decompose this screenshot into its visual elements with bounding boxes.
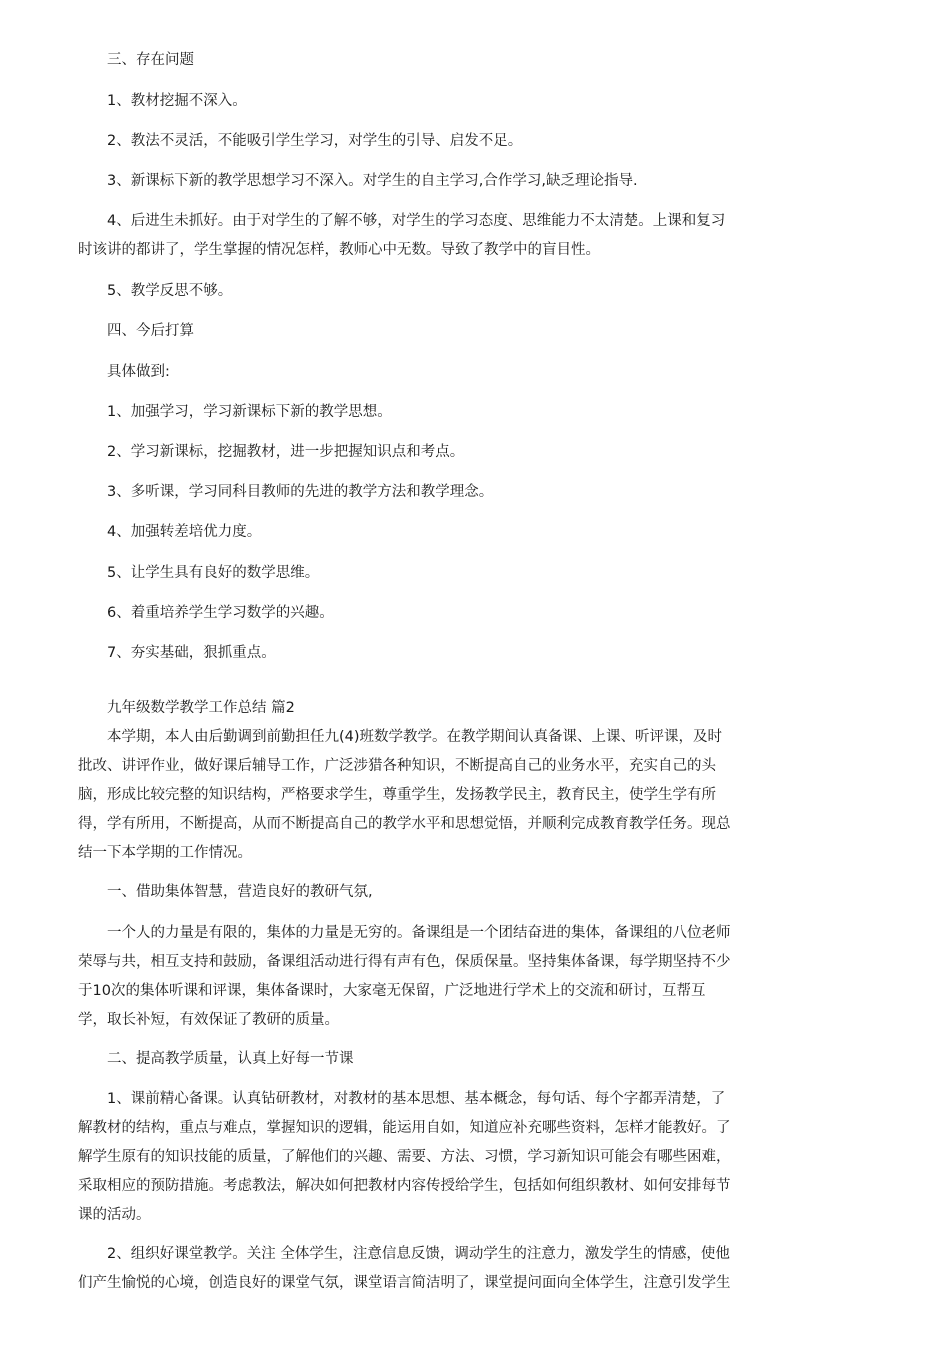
section-heading-problems: 三、存在问题 <box>107 52 194 68</box>
list-item: 2、学习新课标，挖掘教材，进一步把握知识点和考点。 <box>107 444 465 460</box>
paragraph-line: 脑，形成比较完整的知识结构，严格要求学生，尊重学生，发扬教学民主，教育民主，使学生学有所 <box>78 787 716 803</box>
paragraph-line: 本学期，本人由后勤调到前勤担任九(4)班数学教学。在教学期间认真备课、上课、听评课，及时 <box>107 729 723 745</box>
list-item: 2、教法不灵活，不能吸引学生学习，对学生的引导、启发不足。 <box>107 133 523 149</box>
section-heading-plans: 四、今后打算 <box>107 323 194 339</box>
section-heading: 一、借助集体智慧，营造良好的教研气氛, <box>107 884 373 900</box>
paragraph-line: 1、课前精心备课。认真钻研教材，对教材的基本思想、基本概念，每句话、每个字都弄清楚，了 <box>107 1091 726 1107</box>
list-item: 7、夯实基础，狠抓重点。 <box>107 645 276 661</box>
paragraph-line: 批改、讲评作业，做好课后辅导工作，广泛涉猎各种知识，不断提高自己的业务水平，充实自己的头 <box>78 758 716 774</box>
list-item: 4、加强转差培优力度。 <box>107 524 262 540</box>
paragraph-line: 学，取长补短，有效保证了教研的质量。 <box>78 1012 339 1028</box>
list-item: 1、加强学习，学习新课标下新的教学思想。 <box>107 404 392 420</box>
paragraph-line: 荣辱与共，相互支持和鼓励，备课组活动进行得有声有色，保质保量。坚持集体备课，每学期坚持不少 <box>78 954 731 970</box>
paragraph-line: 一个人的力量是有限的，集体的力量是无穷的。备课组是一个团结奋进的集体，备课组的八位老师 <box>107 925 731 941</box>
list-item: 3、多听课，学习同科目教师的先进的教学方法和教学理念。 <box>107 484 494 500</box>
paragraph-line: 于10次的集体听课和评课，集体备课时，大家毫无保留，广泛地进行学术上的交流和研讨，互帮互 <box>78 983 706 999</box>
paragraph-line: 课的活动。 <box>78 1207 151 1223</box>
article-title: 九年级数学教学工作总结 篇2 <box>107 700 295 716</box>
paragraph-line: 解教材的结构，重点与难点，掌握知识的逻辑，能运用自如，知道应补充哪些资料，怎样才能教好。了 <box>78 1120 731 1136</box>
list-item-continuation: 时该讲的都讲了，学生掌握的情况怎样，教师心中无数。导致了教学中的盲目性。 <box>78 242 600 258</box>
list-item: 3、新课标下新的教学思想学习不深入。对学生的自主学习,合作学习,缺乏理论指导. <box>107 173 638 189</box>
paragraph-line: 们产生愉悦的心境，创造良好的课堂气氛，课堂语言简洁明了，课堂提问面向全体学生，注意引发学生 <box>78 1275 731 1291</box>
list-item: 5、让学生具有良好的数学思维。 <box>107 565 320 581</box>
paragraph-line: 解学生原有的知识技能的质量，了解他们的兴趣、需要、方法、习惯，学习新知识可能会有哪些困难， <box>78 1149 731 1165</box>
section-heading: 二、提高教学质量，认真上好每一节课 <box>107 1051 354 1067</box>
list-item: 6、着重培养学生学习数学的兴趣。 <box>107 605 334 621</box>
list-item: 4、后进生未抓好。由于对学生的了解不够，对学生的学习态度、思维能力不太清楚。上课和复习 <box>107 213 726 229</box>
plans-intro: 具体做到: <box>107 364 170 380</box>
list-item: 1、教材挖掘不深入。 <box>107 93 247 109</box>
paragraph-line: 2、组织好课堂教学。关注 全体学生，注意信息反馈，调动学生的注意力，激发学生的情感，使他 <box>107 1246 730 1262</box>
paragraph-line: 结一下本学期的工作情况。 <box>78 845 252 861</box>
paragraph-line: 得，学有所用，不断提高，从而不断提高自己的教学水平和思想觉悟，并顺利完成教育教学任务。现总 <box>78 816 731 832</box>
paragraph-line: 采取相应的预防措施。考虑教法，解决如何把教材内容传授给学生，包括如何组织教材、如何安排每节 <box>78 1178 731 1194</box>
list-item: 5、教学反思不够。 <box>107 283 233 299</box>
